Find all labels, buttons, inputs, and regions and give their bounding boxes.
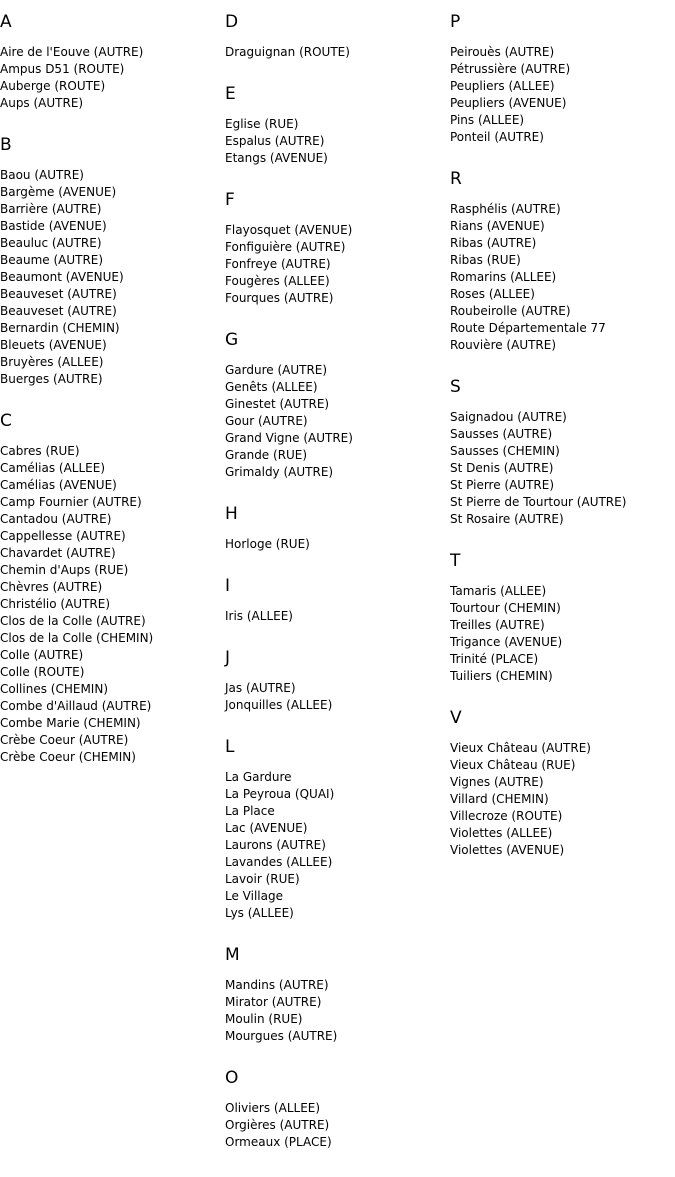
street-item: Lavoir (RUE) (225, 872, 300, 886)
street-item: Lac (AVENUE) (225, 821, 308, 835)
street-item: Grimaldy (AUTRE) (225, 465, 334, 479)
letter-section (450, 708, 675, 859)
street-item: Cappellesse (AUTRE) (0, 529, 126, 543)
street-item: Barrière (AUTRE) (0, 202, 102, 216)
street-item: Treilles (AUTRE) (450, 618, 545, 632)
section-letter-heading: B (0, 135, 12, 155)
street-index-column-1 (0, 0, 220, 766)
street-item: Violettes (AVENUE) (450, 843, 565, 857)
street-item: Camélias (AVENUE) (0, 478, 117, 492)
street-item: Romarins (ALLEE) (450, 270, 557, 284)
section-letter-heading: M (225, 945, 240, 965)
street-item: Pétrussière (AUTRE) (450, 62, 571, 76)
street-item: Cantadou (AUTRE) (0, 512, 112, 526)
street-list (225, 608, 445, 625)
street-list (450, 44, 675, 146)
street-item: Eglise (RUE) (225, 117, 299, 131)
section-letter-heading: S (450, 377, 461, 397)
street-item: Fonfiguière (AUTRE) (225, 240, 346, 254)
street-item: Lys (ALLEE) (225, 906, 294, 920)
street-item: Espalus (AUTRE) (225, 134, 325, 148)
section-letter-heading: T (450, 551, 461, 571)
section-letter-heading: L (225, 737, 235, 757)
letter-section (225, 84, 445, 167)
street-item: Saignadou (AUTRE) (450, 410, 567, 424)
street-item: Mourgues (AUTRE) (225, 1029, 338, 1043)
street-item: Sausses (CHEMIN) (450, 444, 560, 458)
street-item: Draguignan (ROUTE) (225, 45, 350, 59)
street-item: Clos de la Colle (AUTRE) (0, 614, 146, 628)
street-item: Beauveset (AUTRE) (0, 287, 117, 301)
street-list (450, 409, 675, 528)
street-item: La Gardure (225, 770, 292, 784)
letter-section (225, 576, 445, 625)
letter-section (225, 737, 445, 922)
street-item: Trigance (AVENUE) (450, 635, 563, 649)
street-item: St Denis (AUTRE) (450, 461, 554, 475)
letter-section (0, 411, 220, 766)
street-list (450, 740, 675, 859)
street-item: Bleuets (AVENUE) (0, 338, 107, 352)
street-item: Vieux Château (AUTRE) (450, 741, 591, 755)
street-item: Orgières (AUTRE) (225, 1118, 330, 1132)
street-item: Aire de l'Eouve (AUTRE) (0, 45, 144, 59)
street-list (225, 769, 445, 922)
street-item: Jas (AUTRE) (225, 681, 296, 695)
section-letter-heading: J (225, 648, 231, 668)
street-item: Fourques (AUTRE) (225, 291, 334, 305)
street-item: Trinité (PLACE) (450, 652, 539, 666)
street-item: Crèbe Coeur (CHEMIN) (0, 750, 136, 764)
street-item: Grande (RUE) (225, 448, 308, 462)
street-item: Moulin (RUE) (225, 1012, 303, 1026)
section-letter-heading: P (450, 12, 461, 32)
street-list (0, 167, 220, 388)
street-item: Tourtour (CHEMIN) (450, 601, 561, 615)
letter-section (450, 551, 675, 685)
street-item: Combe d'Aillaud (AUTRE) (0, 699, 152, 713)
street-list (225, 362, 445, 481)
street-item: Route Départementale 77 (450, 321, 606, 335)
section-letter-heading: O (225, 1068, 239, 1088)
street-item: Fougères (ALLEE) (225, 274, 330, 288)
street-item: Auberge (ROUTE) (0, 79, 106, 93)
section-letter-heading: H (225, 504, 238, 524)
street-item: Ponteil (AUTRE) (450, 130, 544, 144)
street-item: St Pierre de Tourtour (AUTRE) (450, 495, 627, 509)
letter-section (450, 12, 675, 146)
street-item: Sausses (AUTRE) (450, 427, 553, 441)
street-list (225, 977, 445, 1045)
street-item: Ribas (AUTRE) (450, 236, 537, 250)
street-item: Horloge (RUE) (225, 537, 310, 551)
street-item: Chèvres (AUTRE) (0, 580, 103, 594)
letter-section (0, 12, 220, 112)
street-item: Le Village (225, 889, 283, 903)
street-item: Vieux Château (RUE) (450, 758, 576, 772)
section-letter-heading: G (225, 330, 239, 350)
street-item: Mirator (AUTRE) (225, 995, 322, 1009)
street-item: Beaume (AUTRE) (0, 253, 104, 267)
letter-section (225, 330, 445, 481)
street-item: Ginestet (AUTRE) (225, 397, 330, 411)
letter-section (225, 504, 445, 553)
section-letter-heading: R (450, 169, 462, 189)
street-item: Baou (AUTRE) (0, 168, 84, 182)
street-list (225, 222, 445, 307)
letter-section (450, 169, 675, 354)
street-item: Clos de la Colle (CHEMIN) (0, 631, 154, 645)
street-item: Violettes (ALLEE) (450, 826, 553, 840)
street-list (225, 44, 445, 61)
street-item: Roubeirolle (AUTRE) (450, 304, 571, 318)
street-item: Rians (AVENUE) (450, 219, 545, 233)
street-item: Collines (CHEMIN) (0, 682, 108, 696)
street-item: Chemin d'Aups (RUE) (0, 563, 129, 577)
street-item: Villard (CHEMIN) (450, 792, 549, 806)
street-item: Gour (AUTRE) (225, 414, 308, 428)
street-item: Camélias (ALLEE) (0, 461, 105, 475)
section-letter-heading: E (225, 84, 236, 104)
street-list (0, 443, 220, 766)
street-item: Crèbe Coeur (AUTRE) (0, 733, 129, 747)
section-letter-heading: I (225, 576, 231, 596)
street-item: Iris (ALLEE) (225, 609, 293, 623)
street-item: Lavandes (ALLEE) (225, 855, 333, 869)
street-item: Flayosquet (AVENUE) (225, 223, 353, 237)
street-item: Beaumont (AVENUE) (0, 270, 124, 284)
section-letter-heading: F (225, 190, 235, 210)
street-item: Laurons (AUTRE) (225, 838, 326, 852)
street-item: Peupliers (ALLEE) (450, 79, 555, 93)
street-item: Gardure (AUTRE) (225, 363, 328, 377)
street-list (0, 44, 220, 112)
street-item: Vignes (AUTRE) (450, 775, 544, 789)
street-item: Peupliers (AVENUE) (450, 96, 567, 110)
street-item: Camp Fournier (AUTRE) (0, 495, 142, 509)
street-item: Ampus D51 (ROUTE) (0, 62, 125, 76)
street-item: Colle (AUTRE) (0, 648, 84, 662)
street-item: Colle (ROUTE) (0, 665, 85, 679)
street-item: Genêts (ALLEE) (225, 380, 318, 394)
street-item: Beauluc (AUTRE) (0, 236, 102, 250)
street-item: Ribas (RUE) (450, 253, 521, 267)
street-list (225, 536, 445, 553)
street-item: Christélio (AUTRE) (0, 597, 111, 611)
letter-section (450, 377, 675, 528)
street-list (225, 680, 445, 714)
street-item: Beauveset (AUTRE) (0, 304, 117, 318)
street-item: St Rosaire (AUTRE) (450, 512, 564, 526)
street-item: Cabres (RUE) (0, 444, 80, 458)
street-item: Ormeaux (PLACE) (225, 1135, 332, 1149)
street-item: Peirouès (AUTRE) (450, 45, 555, 59)
street-item: Grand Vigne (AUTRE) (225, 431, 353, 445)
street-item: Rasphélis (AUTRE) (450, 202, 561, 216)
street-index-column-3 (450, 0, 675, 859)
letter-section (0, 135, 220, 388)
street-item: Bargème (AVENUE) (0, 185, 117, 199)
section-letter-heading: V (450, 708, 462, 728)
street-item: Roses (ALLEE) (450, 287, 535, 301)
street-item: Tuiliers (CHEMIN) (450, 669, 553, 683)
street-item: Jonquilles (ALLEE) (225, 698, 333, 712)
street-item: La Place (225, 804, 275, 818)
street-list (450, 583, 675, 685)
section-letter-heading: D (225, 12, 239, 32)
street-item: Rouvière (AUTRE) (450, 338, 557, 352)
street-item: Fonfreye (AUTRE) (225, 257, 331, 271)
street-item: Bernardin (CHEMIN) (0, 321, 120, 335)
street-list (450, 201, 675, 354)
street-item: Tamaris (ALLEE) (450, 584, 547, 598)
street-list (225, 1100, 445, 1151)
street-item: St Pierre (AUTRE) (450, 478, 555, 492)
section-letter-heading: C (0, 411, 12, 431)
street-item: Bruyères (ALLEE) (0, 355, 104, 369)
letter-section (225, 12, 445, 61)
street-item: Etangs (AVENUE) (225, 151, 328, 165)
street-item: Villecroze (ROUTE) (450, 809, 563, 823)
letter-section (225, 648, 445, 714)
street-item: Pins (ALLEE) (450, 113, 525, 127)
street-index-column-2 (225, 0, 445, 1151)
street-item: Buerges (AUTRE) (0, 372, 103, 386)
letter-section (225, 1068, 445, 1151)
street-list (225, 116, 445, 167)
letter-section (225, 945, 445, 1045)
street-item: Aups (AUTRE) (0, 96, 84, 110)
section-letter-heading: A (0, 12, 12, 32)
street-item: La Peyroua (QUAI) (225, 787, 335, 801)
street-item: Chavardet (AUTRE) (0, 546, 116, 560)
street-item: Oliviers (ALLEE) (225, 1101, 321, 1115)
street-item: Combe Marie (CHEMIN) (0, 716, 141, 730)
street-item: Mandins (AUTRE) (225, 978, 329, 992)
street-item: Bastide (AVENUE) (0, 219, 107, 233)
letter-section (225, 190, 445, 307)
